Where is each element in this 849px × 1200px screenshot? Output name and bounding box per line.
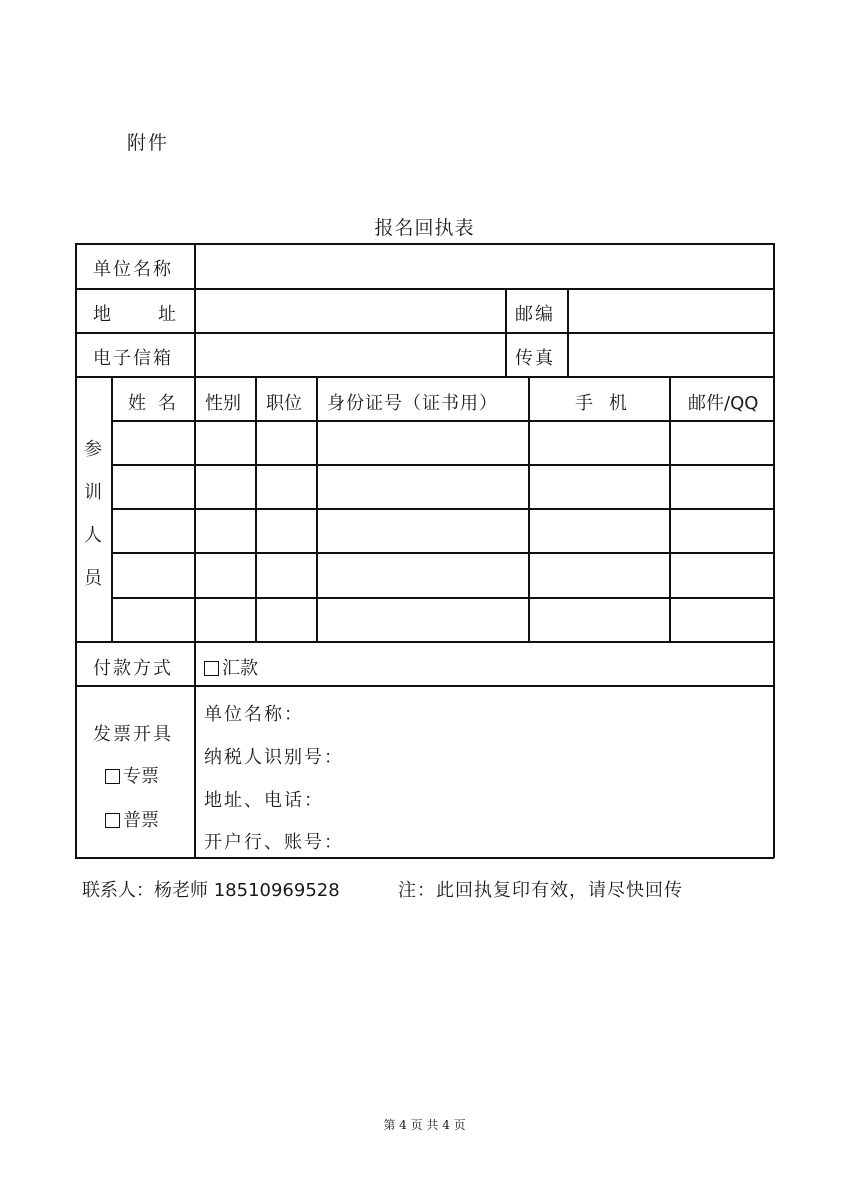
table-rule [111, 420, 774, 422]
table-rule [111, 508, 774, 510]
general-invoice-label: 普票 [123, 810, 159, 831]
column-header-name: 姓名 [128, 393, 188, 414]
table-rule [75, 288, 774, 290]
transfer-option-label: 汇款 [222, 658, 258, 679]
form-title: 报名回执表 [374, 217, 475, 239]
table-rule [194, 641, 196, 858]
table-rule [75, 332, 774, 334]
table-rule [111, 552, 774, 554]
address-label: 地址 [93, 304, 223, 325]
column-header-position: 职位 [266, 393, 302, 414]
invoice-tax-id-line: 纳税人识别号： [204, 747, 344, 768]
page-number: 第 4 页 共 4 页 [383, 1118, 466, 1132]
table-border-left [75, 243, 77, 858]
footer-note: 注：此回执复印有效，请尽快回传 [398, 880, 683, 901]
invoice-option-special[interactable] [105, 768, 159, 786]
invoice-option-general[interactable] [105, 812, 159, 830]
attachment-label: 附件 [127, 132, 170, 154]
column-header-id-number: 身份证号（证书用） [327, 393, 498, 414]
table-border-right [773, 243, 775, 858]
special-invoice-label: 专票 [123, 766, 159, 787]
table-rule [316, 376, 318, 642]
contact-info: 联系人：杨老师 18510969528 [82, 880, 340, 901]
transfer-checkbox[interactable] [204, 661, 219, 676]
table-rule [111, 376, 113, 642]
invoice-address-phone-line: 地址、电话： [204, 790, 324, 811]
column-header-gender: 性别 [205, 393, 241, 414]
email-label: 电子信箱 [93, 348, 173, 369]
payment-option-transfer[interactable] [204, 660, 258, 678]
unit-name-label: 单位名称 [93, 259, 173, 280]
table-border-top [75, 243, 774, 245]
column-header-email-qq: 邮件/QQ [688, 393, 759, 414]
table-rule [75, 685, 774, 687]
table-border-bottom [75, 857, 774, 859]
table-rule [111, 597, 774, 599]
column-header-mobile: 手机 [575, 393, 643, 414]
table-rule [669, 376, 671, 642]
fax-label: 传真 [515, 348, 555, 369]
table-rule [505, 288, 507, 377]
invoice-label: 发票开具 [93, 724, 173, 745]
table-rule [255, 376, 257, 642]
table-rule [194, 376, 196, 642]
participants-side-label: 参 训 人 员 [84, 439, 102, 589]
postcode-label: 邮编 [515, 304, 555, 325]
special-invoice-checkbox[interactable] [105, 769, 120, 784]
table-rule [528, 376, 530, 642]
invoice-unit-name-line: 单位名称： [204, 704, 304, 725]
invoice-bank-account-line: 开户行、账号： [204, 832, 344, 853]
table-rule [111, 464, 774, 466]
payment-method-label: 付款方式 [93, 658, 173, 679]
table-rule [567, 288, 569, 377]
general-invoice-checkbox[interactable] [105, 813, 120, 828]
